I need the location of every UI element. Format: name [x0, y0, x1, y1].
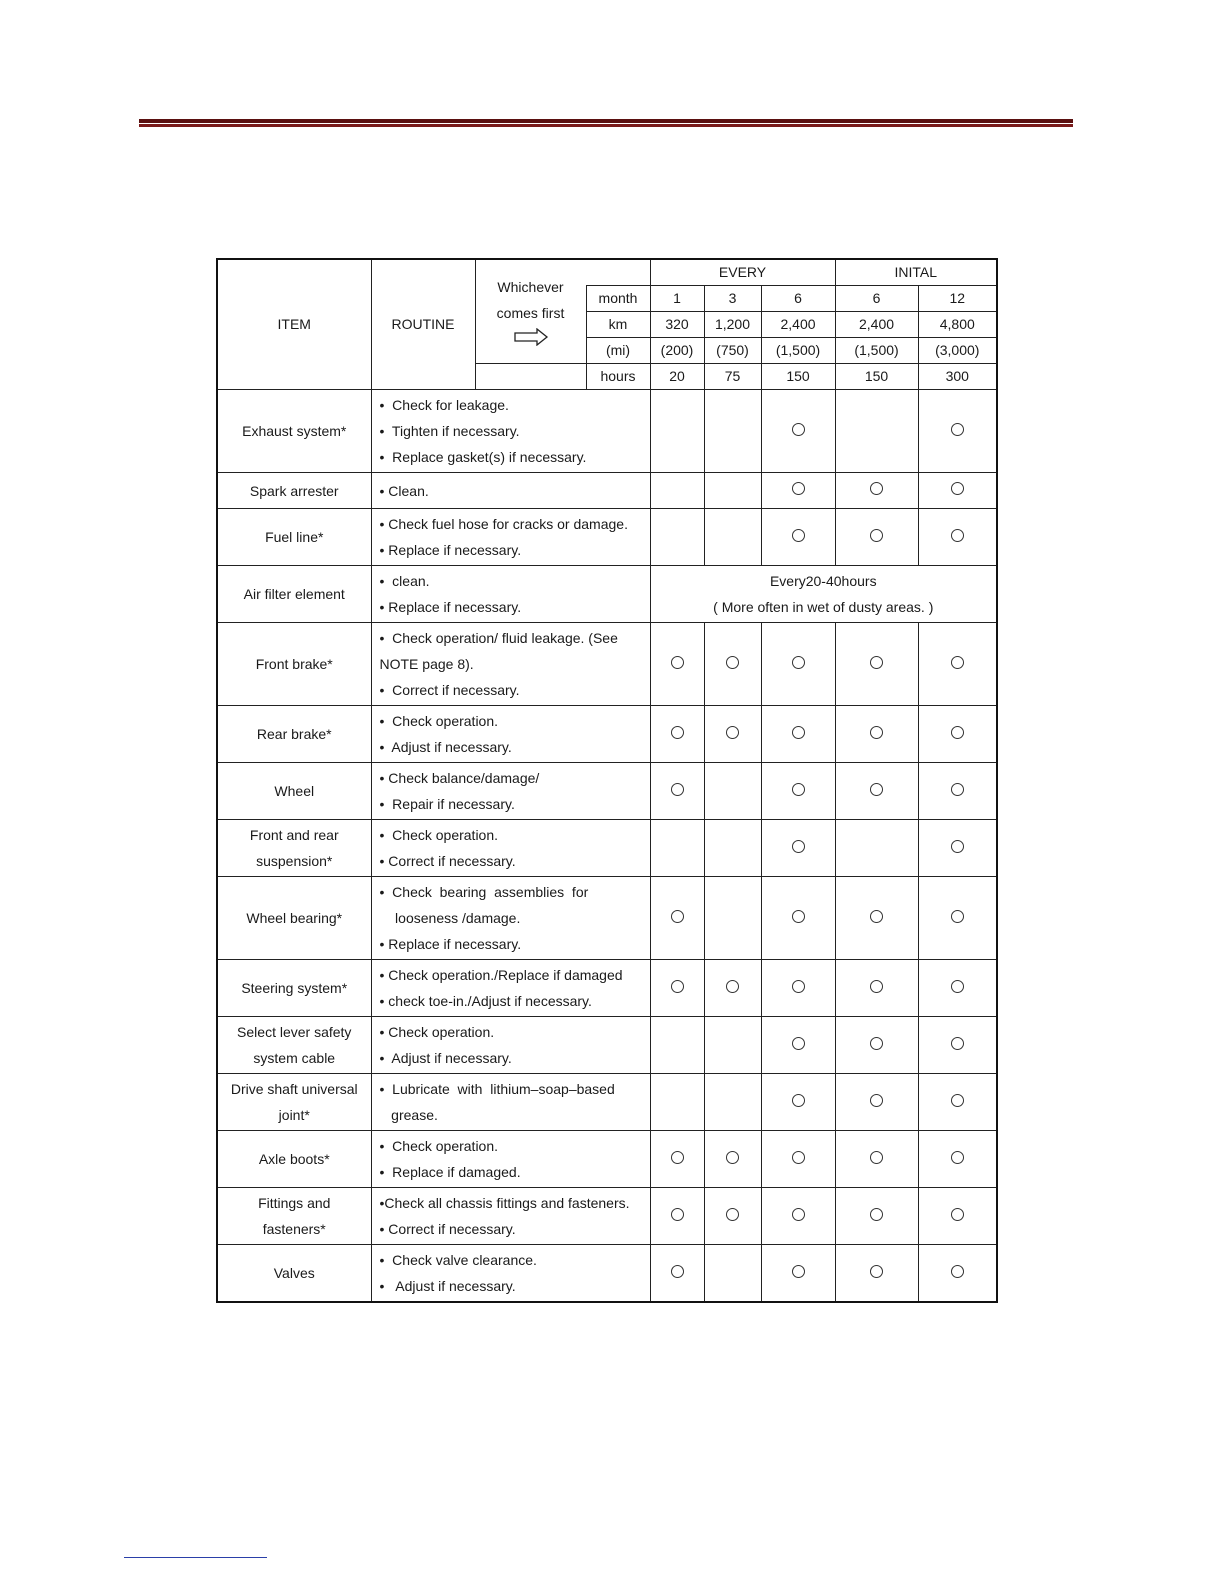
schedule-cell: [704, 509, 761, 566]
interval-month-1: 3: [704, 286, 761, 312]
schedule-cell: [650, 1074, 704, 1131]
circle-mark-icon: [951, 1265, 964, 1278]
schedule-cell: [918, 509, 997, 566]
item-cell: Valves: [217, 1245, 371, 1303]
schedule-cell: [918, 1074, 997, 1131]
schedule-cell: [835, 623, 918, 706]
item-cell: [217, 1017, 371, 1074]
schedule-cell: [761, 960, 835, 1017]
schedule-cell: [835, 706, 918, 763]
circle-mark-icon: [870, 1265, 883, 1278]
routine-line: • Adjust if necessary.: [379, 1278, 516, 1294]
interval-km-4: 4,800: [918, 312, 997, 338]
routine-cell: [371, 763, 650, 820]
circle-mark-icon: [792, 1037, 805, 1050]
circle-mark-icon: [726, 1151, 739, 1164]
item-cell: Steering system*: [217, 960, 371, 1017]
schedule-cell: [761, 763, 835, 820]
item-line: Front and rear: [249, 827, 339, 843]
interval-month-2: 6: [761, 286, 835, 312]
table-row: [217, 706, 997, 763]
interval-mi-0: (200): [650, 338, 704, 364]
routine-cell: [371, 1245, 650, 1303]
item-cell: [217, 820, 371, 877]
item-cell: Exhaust system*: [217, 390, 371, 473]
routine-line: • Replace gasket(s) if necessary.: [379, 449, 587, 465]
circle-mark-icon: [951, 1208, 964, 1221]
schedule-cell: [650, 390, 704, 473]
schedule-cell: [704, 1131, 761, 1188]
schedule-cell: [918, 706, 997, 763]
schedule-cell: [761, 877, 835, 960]
item-line: Select lever safety: [237, 1024, 352, 1040]
circle-mark-icon: [671, 910, 684, 923]
circle-mark-icon: [951, 423, 964, 436]
routine-cell: [371, 1074, 650, 1131]
circle-mark-icon: [870, 1208, 883, 1221]
routine-line: • Clean.: [379, 482, 429, 499]
circle-mark-icon: [951, 1151, 964, 1164]
schedule-cell: [704, 820, 761, 877]
routine-cell: [371, 1188, 650, 1245]
schedule-cell: [835, 473, 918, 509]
routine-line: • Check bearing assemblies for: [379, 884, 589, 900]
circle-mark-icon: [792, 726, 805, 739]
interval-km-1: 1,200: [704, 312, 761, 338]
circle-mark-icon: [870, 529, 883, 542]
schedule-cell: [650, 1131, 704, 1188]
schedule-cell: [835, 1188, 918, 1245]
routine-line: • clean.: [379, 573, 430, 589]
schedule-cell: [704, 960, 761, 1017]
routine-line: looseness /damage.: [379, 910, 521, 926]
circle-mark-icon: [726, 726, 739, 739]
circle-mark-icon: [951, 980, 964, 993]
schedule-cell: [918, 820, 997, 877]
schedule-cell: [761, 1245, 835, 1303]
circle-mark-icon: [792, 910, 805, 923]
schedule-cell: [835, 1017, 918, 1074]
routine-line: • Tighten if necessary.: [379, 423, 520, 439]
schedule-cell: [918, 877, 997, 960]
circle-mark-icon: [726, 980, 739, 993]
schedule-cell: [761, 623, 835, 706]
schedule-cell: [835, 1131, 918, 1188]
circle-mark-icon: [792, 1151, 805, 1164]
circle-mark-icon: [792, 840, 805, 853]
circle-mark-icon: [870, 1094, 883, 1107]
circle-mark-icon: [792, 980, 805, 993]
circle-mark-icon: [951, 656, 964, 669]
routine-cell: [371, 820, 650, 877]
schedule-cell: [918, 390, 997, 473]
circle-mark-icon: [792, 656, 805, 669]
interval-hours-3: 150: [835, 364, 918, 390]
routine-line: • Repair if necessary.: [379, 796, 515, 812]
item-line: system cable: [253, 1050, 336, 1066]
routine-cell: [371, 390, 650, 473]
schedule-cell: [704, 1017, 761, 1074]
circle-mark-icon: [671, 980, 684, 993]
note-line: Every20-40hours: [769, 573, 877, 589]
routine-line: • Check fuel hose for cracks or damage.: [379, 516, 628, 532]
table-row: [217, 1017, 997, 1074]
unit-label-mi: (mi): [586, 338, 650, 364]
circle-mark-icon: [951, 726, 964, 739]
schedule-cell: [835, 1074, 918, 1131]
interval-hours-1: 75: [704, 364, 761, 390]
schedule-cell: [704, 390, 761, 473]
schedule-cell: [704, 1074, 761, 1131]
unit-label-month: month: [586, 286, 650, 312]
schedule-cell: [650, 509, 704, 566]
routine-line: • Replace if necessary.: [379, 542, 522, 558]
routine-cell: [371, 566, 650, 623]
item-cell: Axle boots*: [217, 1131, 371, 1188]
interval-mi-3: (1,500): [835, 338, 918, 364]
circle-mark-icon: [870, 482, 883, 495]
schedule-cell: [761, 473, 835, 509]
circle-mark-icon: [870, 783, 883, 796]
schedule-cell: [918, 623, 997, 706]
arrow-right-icon: [513, 328, 549, 346]
routine-line: • Correct if necessary.: [379, 682, 520, 698]
circle-mark-icon: [792, 423, 805, 436]
item-line: suspension*: [256, 853, 333, 869]
routine-line: • Check operation.: [379, 1024, 495, 1040]
schedule-cell: [650, 1188, 704, 1245]
item-cell: Rear brake*: [217, 706, 371, 763]
circle-mark-icon: [792, 1208, 805, 1221]
circle-mark-icon: [726, 656, 739, 669]
circle-mark-icon: [870, 1037, 883, 1050]
circle-mark-icon: [951, 1037, 964, 1050]
schedule-cell: [835, 820, 918, 877]
footer-rule: [124, 1557, 267, 1558]
item-cell: Air filter element: [217, 566, 371, 623]
schedule-cell: [704, 1245, 761, 1303]
maintenance-schedule-table: [216, 258, 998, 1303]
schedule-cell: [761, 1017, 835, 1074]
interval-note: [650, 566, 997, 623]
item-line: fasteners*: [262, 1221, 326, 1237]
interval-km-3: 2,400: [835, 312, 918, 338]
schedule-cell: [835, 763, 918, 820]
circle-mark-icon: [951, 910, 964, 923]
routine-line: • check toe-in./Adjust if necessary.: [379, 993, 592, 1009]
table-row: [217, 623, 997, 706]
interval-mi-4: (3,000): [918, 338, 997, 364]
routine-line: • Check operation.: [379, 713, 499, 729]
item-line: Drive shaft universal: [230, 1081, 358, 1097]
circle-mark-icon: [951, 1094, 964, 1107]
routine-header: ROUTINE: [371, 259, 475, 390]
interval-mi-2: (1,500): [761, 338, 835, 364]
routine-line: • Lubricate with lithium–soap–based: [379, 1081, 615, 1097]
schedule-cell: [761, 820, 835, 877]
circle-mark-icon: [951, 529, 964, 542]
inital-header: INITAL: [835, 259, 997, 286]
circle-mark-icon: [870, 1151, 883, 1164]
routine-line: • Correct if necessary.: [379, 853, 516, 869]
interval-month-3: 6: [835, 286, 918, 312]
whichever-note: Whichever comes first: [475, 259, 586, 364]
schedule-cell: [761, 1074, 835, 1131]
schedule-cell: [650, 706, 704, 763]
routine-line: grease.: [379, 1107, 438, 1123]
circle-mark-icon: [951, 783, 964, 796]
schedule-cell: [704, 706, 761, 763]
interval-hours-4: 300: [918, 364, 997, 390]
table-row: [217, 763, 997, 820]
circle-mark-icon: [792, 1265, 805, 1278]
interval-hours-2: 150: [761, 364, 835, 390]
schedule-cell: [650, 623, 704, 706]
schedule-cell: [835, 390, 918, 473]
circle-mark-icon: [792, 529, 805, 542]
routine-cell: [371, 473, 650, 509]
schedule-cell: [835, 509, 918, 566]
routine-line: • Check for leakage.: [379, 397, 509, 413]
note-line: ( More often in wet of dusty areas. ): [713, 599, 934, 615]
circle-mark-icon: [671, 1151, 684, 1164]
circle-mark-icon: [951, 482, 964, 495]
circle-mark-icon: [792, 783, 805, 796]
routine-cell: [371, 1017, 650, 1074]
routine-cell: [371, 1131, 650, 1188]
schedule-cell: [761, 390, 835, 473]
item-cell: [217, 1074, 371, 1131]
routine-line: • Check operation/ fluid leakage. (See: [379, 630, 618, 646]
routine-line: • Check balance/damage/: [379, 770, 540, 786]
table-row: [217, 820, 997, 877]
table-row: [217, 877, 997, 960]
item-cell: [217, 1188, 371, 1245]
item-header: ITEM: [217, 259, 371, 390]
circle-mark-icon: [671, 726, 684, 739]
item-cell: Spark arrester: [217, 473, 371, 509]
routine-line: • Correct if necessary.: [379, 1221, 516, 1237]
schedule-cell: [704, 623, 761, 706]
table-row: [217, 509, 997, 566]
interval-km-2: 2,400: [761, 312, 835, 338]
circle-mark-icon: [870, 980, 883, 993]
schedule-cell: [918, 1245, 997, 1303]
schedule-cell: [918, 1188, 997, 1245]
schedule-cell: [918, 763, 997, 820]
unit-label-hours: hours: [586, 364, 650, 390]
routine-line: • Check operation.: [379, 827, 499, 843]
circle-mark-icon: [671, 1208, 684, 1221]
item-line: Fittings and: [258, 1195, 331, 1211]
unit-label-km: km: [586, 312, 650, 338]
routine-line: • Check operation.: [379, 1138, 499, 1154]
item-cell: Wheel: [217, 763, 371, 820]
table-row: [217, 1131, 997, 1188]
interval-hours-0: 20: [650, 364, 704, 390]
interval-month-4: 12: [918, 286, 997, 312]
interval-km-0: 320: [650, 312, 704, 338]
item-cell: Wheel bearing*: [217, 877, 371, 960]
schedule-cell: [761, 1131, 835, 1188]
table-row: [217, 473, 997, 509]
interval-month-0: 1: [650, 286, 704, 312]
routine-cell: [371, 706, 650, 763]
circle-mark-icon: [671, 656, 684, 669]
header-rule: [139, 119, 1073, 128]
schedule-cell: [650, 820, 704, 877]
circle-mark-icon: [870, 726, 883, 739]
routine-line: •Check all chassis fittings and fasteners.: [379, 1195, 630, 1211]
routine-line: • Check operation./Replace if damaged: [379, 967, 623, 983]
every-header: EVERY: [650, 259, 835, 286]
schedule-cell: [704, 877, 761, 960]
routine-cell: [371, 623, 650, 706]
routine-line: • Replace if damaged.: [379, 1164, 521, 1180]
item-cell: Front brake*: [217, 623, 371, 706]
schedule-cell: [918, 1131, 997, 1188]
schedule-cell: [650, 960, 704, 1017]
interval-mi-1: (750): [704, 338, 761, 364]
circle-mark-icon: [792, 482, 805, 495]
schedule-cell: [918, 473, 997, 509]
schedule-cell: [835, 960, 918, 1017]
routine-line: • Adjust if necessary.: [379, 739, 512, 755]
routine-cell: [371, 877, 650, 960]
circle-mark-icon: [726, 1208, 739, 1221]
table-row: [217, 566, 997, 623]
table-row: [217, 1188, 997, 1245]
routine-cell: [371, 509, 650, 566]
schedule-cell: [835, 877, 918, 960]
schedule-cell: [761, 706, 835, 763]
schedule-cell: [650, 473, 704, 509]
schedule-cell: [704, 473, 761, 509]
routine-line: • Replace if necessary.: [379, 599, 522, 615]
schedule-cell: [650, 1245, 704, 1303]
routine-cell: [371, 960, 650, 1017]
table-row: [217, 1245, 997, 1303]
circle-mark-icon: [792, 1094, 805, 1107]
schedule-cell: [704, 1188, 761, 1245]
table-row: [217, 1074, 997, 1131]
circle-mark-icon: [870, 656, 883, 669]
routine-line: • Adjust if necessary.: [379, 1050, 512, 1066]
routine-line: • Check valve clearance.: [379, 1252, 537, 1268]
schedule-cell: [650, 763, 704, 820]
schedule-cell: [650, 1017, 704, 1074]
schedule-cell: [761, 1188, 835, 1245]
schedule-cell: [650, 877, 704, 960]
item-line: joint*: [278, 1107, 310, 1123]
schedule-cell: [835, 1245, 918, 1303]
circle-mark-icon: [951, 840, 964, 853]
schedule-cell: [918, 1017, 997, 1074]
circle-mark-icon: [870, 910, 883, 923]
schedule-cell: [761, 509, 835, 566]
circle-mark-icon: [671, 1265, 684, 1278]
circle-mark-icon: [671, 783, 684, 796]
table-row: [217, 960, 997, 1017]
routine-line: • Replace if necessary.: [379, 936, 522, 952]
routine-line: NOTE page 8).: [379, 656, 474, 672]
schedule-cell: [704, 763, 761, 820]
table-row: [217, 390, 997, 473]
schedule-cell: [918, 960, 997, 1017]
item-cell: Fuel line*: [217, 509, 371, 566]
